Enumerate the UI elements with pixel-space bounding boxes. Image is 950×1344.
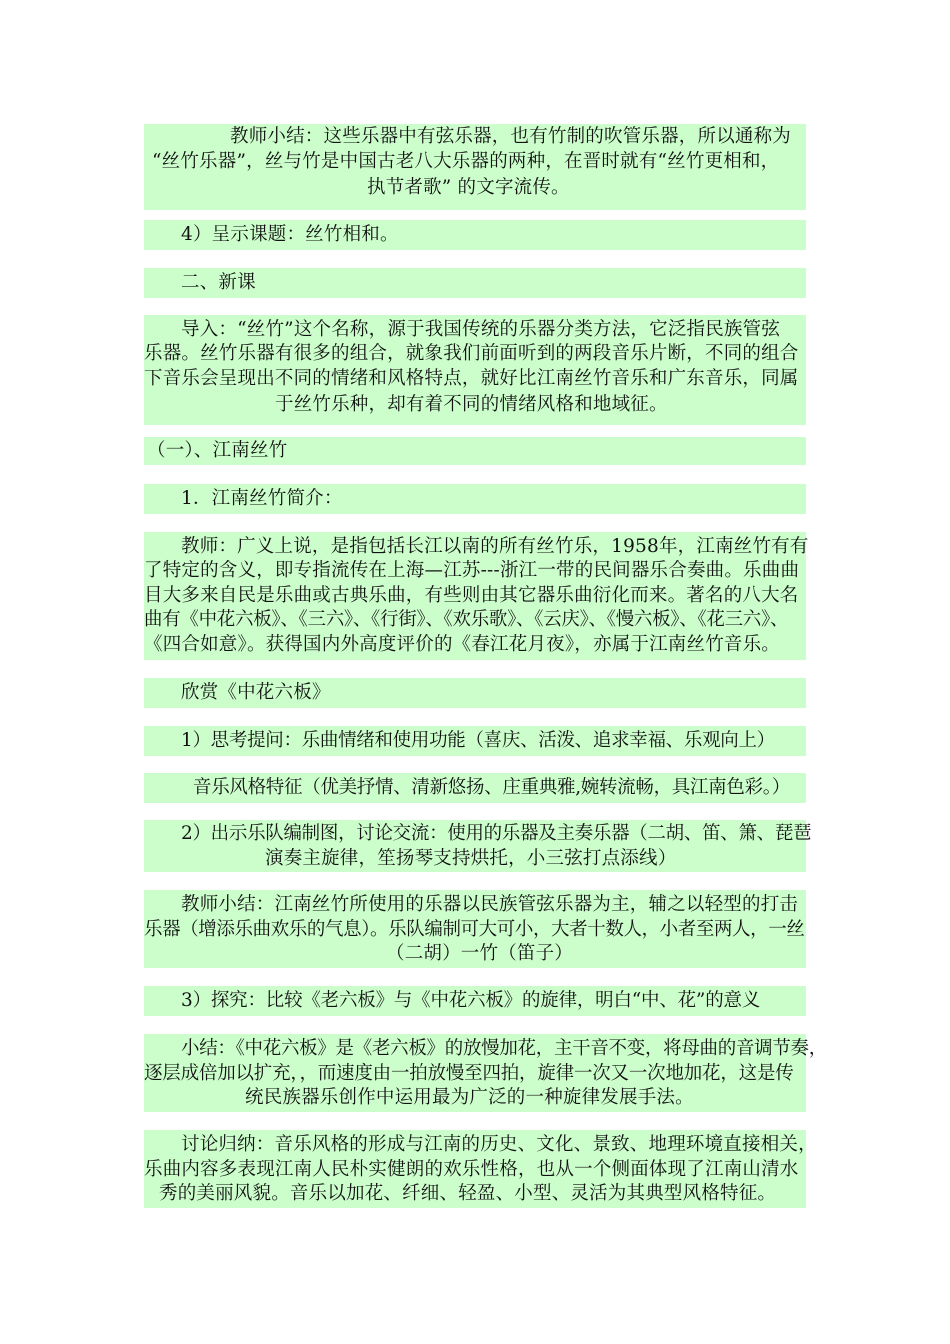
paragraph-line: 2）出示乐队编制图，讨论交流：使用的乐器及主奏乐器（二胡、笛、箫、琵琶 (181, 823, 812, 844)
paragraph-line: 执节者歌” 的文字流传。 (367, 177, 570, 198)
paragraph-line: 统民族器乐创作中运用最为广泛的一种旋律发展手法。 (245, 1087, 694, 1108)
paragraph-line: 下音乐会呈现出不同的情绪和风格特点，就好比江南丝竹音乐和广东音乐，同属 (144, 368, 799, 389)
paragraph-line: 讨论归纳：音乐风格的形成与江南的历史、文化、景致、地理环境直接相关， (181, 1134, 817, 1155)
paragraph-line: 演奏主旋律，笙扬琴支持烘托，小三弦打点添线） (265, 848, 677, 869)
paragraph-line: 于丝竹乐种，却有着不同的情绪风格和地域征。 (275, 394, 668, 415)
subheading: 4）呈示课题：丝竹相和。 (181, 224, 399, 245)
paragraph-line: 曲有《中花六板》、《三六》、《行街》、《欢乐歌》、《云庆》、《慢六板》、《花三六》、 (144, 609, 789, 630)
paragraph-line: 了特定的含义，即专指流传在上海—江苏---浙江一带的民间器乐合奏曲。乐曲曲 (144, 560, 800, 581)
paragraph-line: 小结：《中花六板》是《老六板》的放慢加花，主干音不变，将母曲的音调节奏， (181, 1038, 827, 1059)
paragraph-line: 乐曲内容多表现江南人民朴实健朗的欢乐性格，也从一个侧面体现了江南山清水 (144, 1159, 799, 1180)
paragraph-line: 秀的美丽风貌。音乐以加花、纤细、轻盈、小型、灵活为其典型风格特征。 (159, 1183, 777, 1204)
paragraph-line: 教师：广义上说，是指包括长江以南的所有丝竹乐，1958年，江南丝竹有有 (181, 536, 809, 557)
paragraph-line: 导入：“丝竹”这个名称，源于我国传统的乐器分类方法，它泛指民族管弦 (181, 319, 781, 340)
paragraph-line: 1）思考提问：乐曲情绪和使用功能（喜庆、活泼、追求幸福、乐观向上） (181, 730, 775, 751)
subheading: 1．江南丝竹简介： (181, 488, 343, 509)
paragraph-line: 3）探究：比较《老六板》与《中花六板》的旋律，明白“中、花”的意义 (181, 990, 761, 1011)
paragraph-line: 教师小结：这些乐器中有弦乐器，也有竹制的吹管乐器，所以通称为 (230, 126, 792, 147)
paragraph-line: 乐器。丝竹乐器有很多的组合，就象我们前面听到的两段音乐片断，不同的组合 (144, 343, 799, 364)
paragraph-line: 逐层成倍加以扩充，，而速度由一拍放慢至四拍，旋律一次又一次地加花，这是传 (144, 1063, 794, 1084)
paragraph-line: 《四合如意》。获得国内外高度评价的《春江花月夜》，亦属于江南丝竹音乐。 (144, 634, 781, 655)
paragraph-line: （二胡）一竹（笛子） (386, 943, 574, 964)
section-heading: （一）、江南丝竹 (147, 440, 288, 461)
paragraph-line: 教师小结：江南丝竹所使用的乐器以民族管弦乐器为主，辅之以轻型的打击 (181, 894, 799, 915)
paragraph-line: 欣赏《中花六板》 (181, 682, 331, 703)
paragraph-line: 音乐风格特征（优美抒情、清新悠扬、庄重典雅,婉转流畅，具江南色彩。） (193, 777, 790, 798)
paragraph-line: 乐器（增添乐曲欢乐的气息）。乐队编制可大可小，大者十数人，小者至两人，一丝 (144, 919, 805, 940)
paragraph-line: “丝竹乐器”，丝与竹是中国古老八大乐器的两种，在晋时就有“丝竹更相和， (152, 151, 780, 172)
section-heading: 二、新课 (181, 272, 256, 293)
paragraph-line: 目大多来自民是乐曲或古典乐曲，有些则由其它器乐曲衍化而来。著名的八大名 (144, 585, 799, 606)
